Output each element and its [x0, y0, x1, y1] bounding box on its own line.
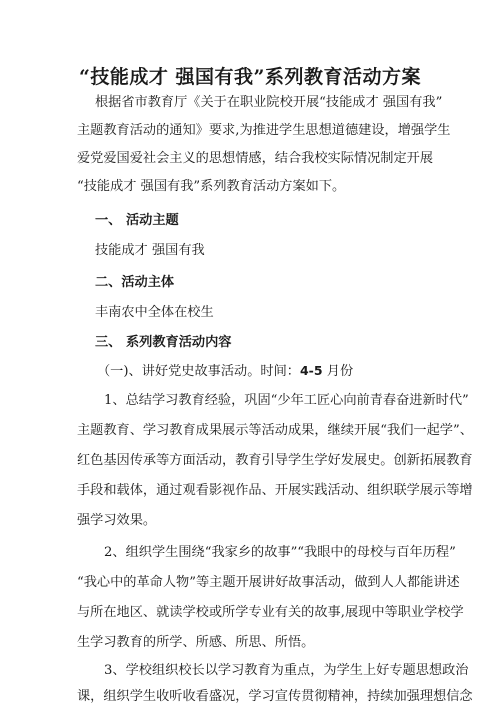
subsection-1-prefix: （一)、讲好党史故事活动。时间： — [97, 364, 300, 379]
intro-line-2: 主题教育活动的通知》要求,为推进学生思想道德建设，增强学生 — [77, 123, 451, 138]
section-2-content: 丰南农中全体在校生 — [95, 305, 214, 320]
item-1-line-2: 主题教育、学习教育成果展示等活动成果，继续开展“我们一起学”、 — [77, 423, 473, 438]
item-2-line-4: 生学习教育的所学、所感、所思、所悟。 — [77, 635, 315, 650]
item-3-line-2: 课，组织学生收听收看盛况，学习宣传贯彻精神，持续加强理想信念 — [77, 689, 473, 704]
item-1-line-3: 红色基因传承等方面活动，教育引导学生学好发展史。创新拓展教育 — [77, 453, 473, 468]
section-1-heading: 一、 活动主题 — [95, 213, 179, 228]
item-2-line-2: “我心中的革命人物”等主题开展讲好故事活动，做到人人都能讲述 — [77, 575, 460, 590]
subsection-1-time: 4-5 — [299, 363, 323, 378]
section-2-heading: 二、活动主体 — [95, 275, 175, 290]
subsection-1-suffix: 月份 — [322, 364, 354, 379]
subsection-1-heading — [97, 362, 353, 381]
item-1-line-1: 1、总结学习教育经验，巩固“少年工匠心向前青春奋进新时代” — [104, 393, 469, 408]
item-1-line-4: 手段和载体，通过观看影视作品、开展实践活动、组织联学展示等增 — [77, 483, 473, 498]
section-1-content: 技能成才 强国有我 — [95, 243, 205, 258]
document-title: “技能成才 强国有我”系列教育活动方案 — [79, 66, 421, 88]
item-1-line-5: 强学习效果。 — [77, 513, 157, 528]
item-3-line-1: 3、学校组织校长以学习教育为重点，为学生上好专题思想政治 — [104, 663, 469, 678]
intro-line-4: “技能成才 强国有我”系列教育活动方案如下。 — [77, 179, 346, 194]
intro-line-1: 根据省市教育厅《关于在职业院校开展“技能成才 强国有我” — [95, 95, 443, 110]
section-3-heading: 三、 系列教育活动内容 — [95, 335, 232, 350]
intro-line-3: 爱党爱国爱社会主义的思想情感，结合我校实际情况制定开展 — [77, 151, 434, 166]
item-2-line-1: 2、组织学生围绕“我家乡的故事”“我眼中的母校与百年历程” — [104, 545, 456, 560]
item-2-line-3: 与所在地区、就读学校或所学专业有关的故事,展现中等职业学校学 — [77, 605, 464, 620]
